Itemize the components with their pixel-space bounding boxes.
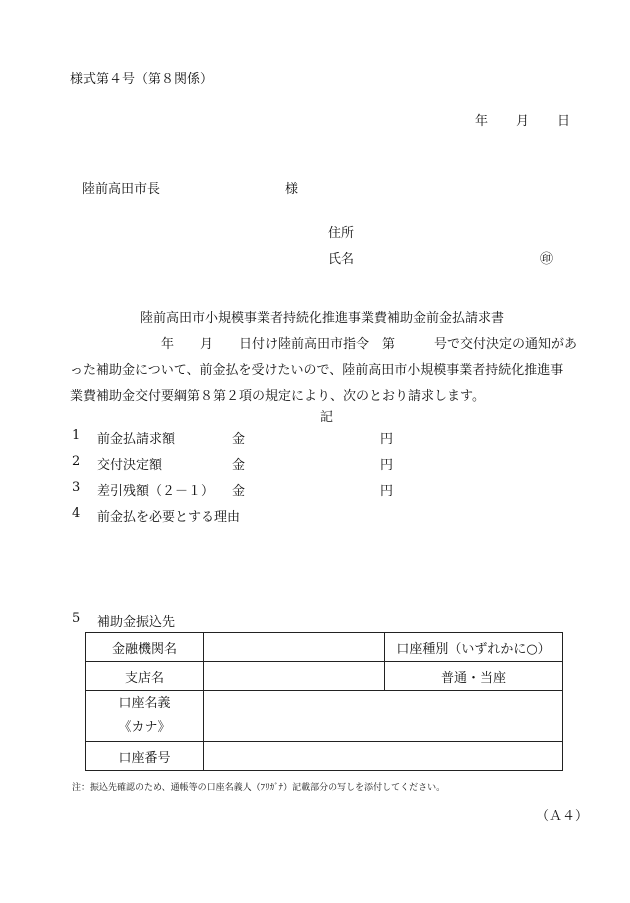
bank-row-holder [86, 691, 563, 742]
account-type-label: 口座種別（いずれかに○） [385, 633, 563, 662]
date-month: 月 [516, 114, 530, 129]
body-line-3: 業費補助金交付要綱第８第２項の規定により、次のとおり請求します。 [70, 389, 485, 404]
item-label: 前金払を必要とする理由 [97, 510, 241, 525]
holder-field[interactable] [204, 691, 563, 742]
date-day: 日 [557, 114, 571, 129]
item-number: 1 [72, 428, 81, 443]
body-paragraph [70, 332, 590, 410]
item-yen: 円 [380, 484, 394, 499]
bank-row-institution [86, 633, 563, 662]
item-kin: 金 [232, 484, 246, 499]
bank-section-heading: 補助金振込先 [97, 615, 176, 630]
ki-heading: 記 [320, 410, 334, 425]
account-type-value[interactable]: 普通・当座 [385, 662, 563, 691]
date-year: 年 [475, 114, 489, 129]
item-kin: 金 [232, 432, 246, 447]
paper-size: （Ａ４） [536, 809, 589, 824]
item-number: 3 [72, 480, 81, 495]
document-title: 陸前高田市小規模事業者持続化推進事業費補助金前金払請求書 [140, 311, 505, 326]
institution-label: 金融機関名 [86, 633, 204, 662]
name-label: 氏名 [328, 252, 355, 267]
form-number: 様式第４号（第８関係） [70, 72, 214, 87]
item-request-amount [0, 428, 630, 454]
body-line-1: 年 月 日付け陸前高田市指令 第 号で交付決定の通知があ [70, 337, 578, 352]
holder-label-cell [86, 691, 204, 742]
holder-kana-label: 《カナ》 [118, 720, 171, 735]
item-reason [0, 506, 630, 532]
holder-label: 口座名義 [118, 696, 171, 711]
item-yen: 円 [380, 458, 394, 473]
item-yen: 円 [380, 432, 394, 447]
seal-mark: ㊞ [540, 252, 554, 267]
item-balance [0, 480, 630, 506]
bank-row-branch [86, 662, 563, 691]
item-number: 2 [72, 454, 81, 469]
item-decision-amount [0, 454, 630, 480]
item-label: 差引残額（２－１） [97, 484, 215, 499]
bank-table [85, 632, 563, 771]
account-number-label: 口座番号 [86, 742, 204, 771]
addressee-name: 陸前高田市長 [82, 182, 161, 197]
address-label: 住所 [328, 226, 355, 241]
branch-field[interactable] [204, 662, 385, 691]
institution-field[interactable] [204, 633, 385, 662]
branch-label: 支店名 [86, 662, 204, 691]
item-label: 交付決定額 [97, 458, 163, 473]
item-kin: 金 [232, 458, 246, 473]
date-line [475, 110, 570, 129]
bank-row-account-number [86, 742, 563, 771]
bank-section-number: 5 [72, 611, 81, 626]
body-line-2: った補助金について、前金払を受けたいので、陸前高田市小規模事業者持続化推進事 [70, 363, 564, 378]
addressee-honorific: 様 [285, 182, 299, 197]
footnote: 注：振込先確認のため、通帳等の口座名義人（ﾌﾘｶﾞﾅ）記載部分の写しを添付してください。 [72, 783, 446, 793]
item-label: 前金払請求額 [97, 432, 176, 447]
item-number: 4 [72, 506, 81, 521]
account-number-field[interactable] [204, 742, 563, 771]
